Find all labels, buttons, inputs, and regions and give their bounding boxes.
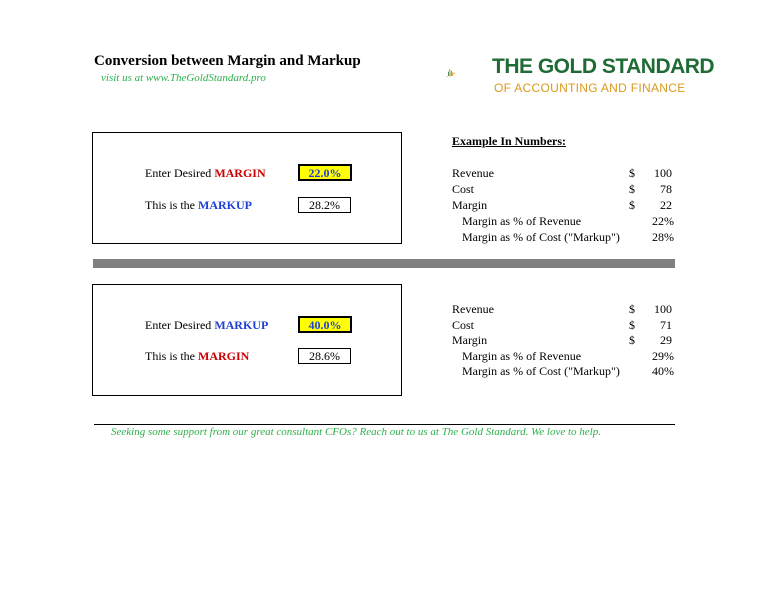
currency-symbol: $ [629,182,635,196]
currency-symbol: $ [629,166,635,180]
footer-message: Seeking some support from our great consultant CFOs? Reach out to us at The Gold Standard. We love to help. [111,426,601,438]
value-margin-pct-revenue: 29% [652,349,674,363]
desired-markup-input[interactable]: 40.0% [298,316,352,333]
row-label-margin: Margin [452,198,488,212]
label-prefix: Enter Desired [145,318,215,332]
value-cost: 71 [660,318,672,332]
row-label-margin: Margin [452,333,488,347]
section-divider [93,259,675,268]
row-label-revenue: Revenue [452,166,494,180]
website-link[interactable]: visit us at www.TheGoldStandard.pro [101,72,266,84]
row-label-markup: Margin as % of Cost ("Markup") [462,230,620,244]
page-title: Conversion between Margin and Markup [94,53,361,69]
markup-result: 28.2% [298,197,351,213]
row-label-cost: Cost [452,318,475,332]
gold-standard-logo-icon [446,48,492,98]
markup-output-label [145,198,252,213]
currency-symbol: $ [629,198,635,212]
margin-result: 28.6% [298,348,351,364]
value-margin: 29 [660,333,672,347]
value-markup: 40% [652,364,674,378]
margin-output-label [145,349,249,364]
margin-input-label [145,166,266,181]
label-prefix: Enter Desired [145,166,215,180]
markup-input-label [145,318,268,333]
currency-symbol: $ [629,333,635,347]
row-label-margin-pct-revenue: Margin as % of Revenue [462,214,582,228]
label-prefix: This is the [145,349,198,363]
value-revenue: 100 [654,302,672,316]
value-cost: 78 [660,182,672,196]
label-prefix: This is the [145,198,198,212]
currency-symbol: $ [629,302,635,316]
row-label-revenue: Revenue [452,302,494,316]
value-margin: 22 [660,198,672,212]
currency-symbol: $ [629,318,635,332]
label-keyword-margin: MARGIN [198,349,250,363]
label-keyword-margin: MARGIN [214,166,266,180]
label-keyword-markup: MARKUP [198,198,252,212]
label-keyword-markup: MARKUP [214,318,269,332]
value-margin-pct-revenue: 22% [652,214,674,228]
value-revenue: 100 [654,166,672,180]
margin-to-markup-panel [92,132,402,244]
logo-name: THE GOLD STANDARD [492,55,715,78]
footer-divider [94,424,675,425]
row-label-cost: Cost [452,182,475,196]
logo-subtitle: OF ACCOUNTING AND FINANCE [494,81,686,95]
markup-to-margin-panel [92,284,402,396]
example-heading: Example In Numbers: [452,134,567,148]
desired-margin-input[interactable]: 22.0% [298,164,352,181]
value-markup: 28% [652,230,674,244]
row-label-markup: Margin as % of Cost ("Markup") [462,364,620,378]
row-label-margin-pct-revenue: Margin as % of Revenue [462,349,582,363]
